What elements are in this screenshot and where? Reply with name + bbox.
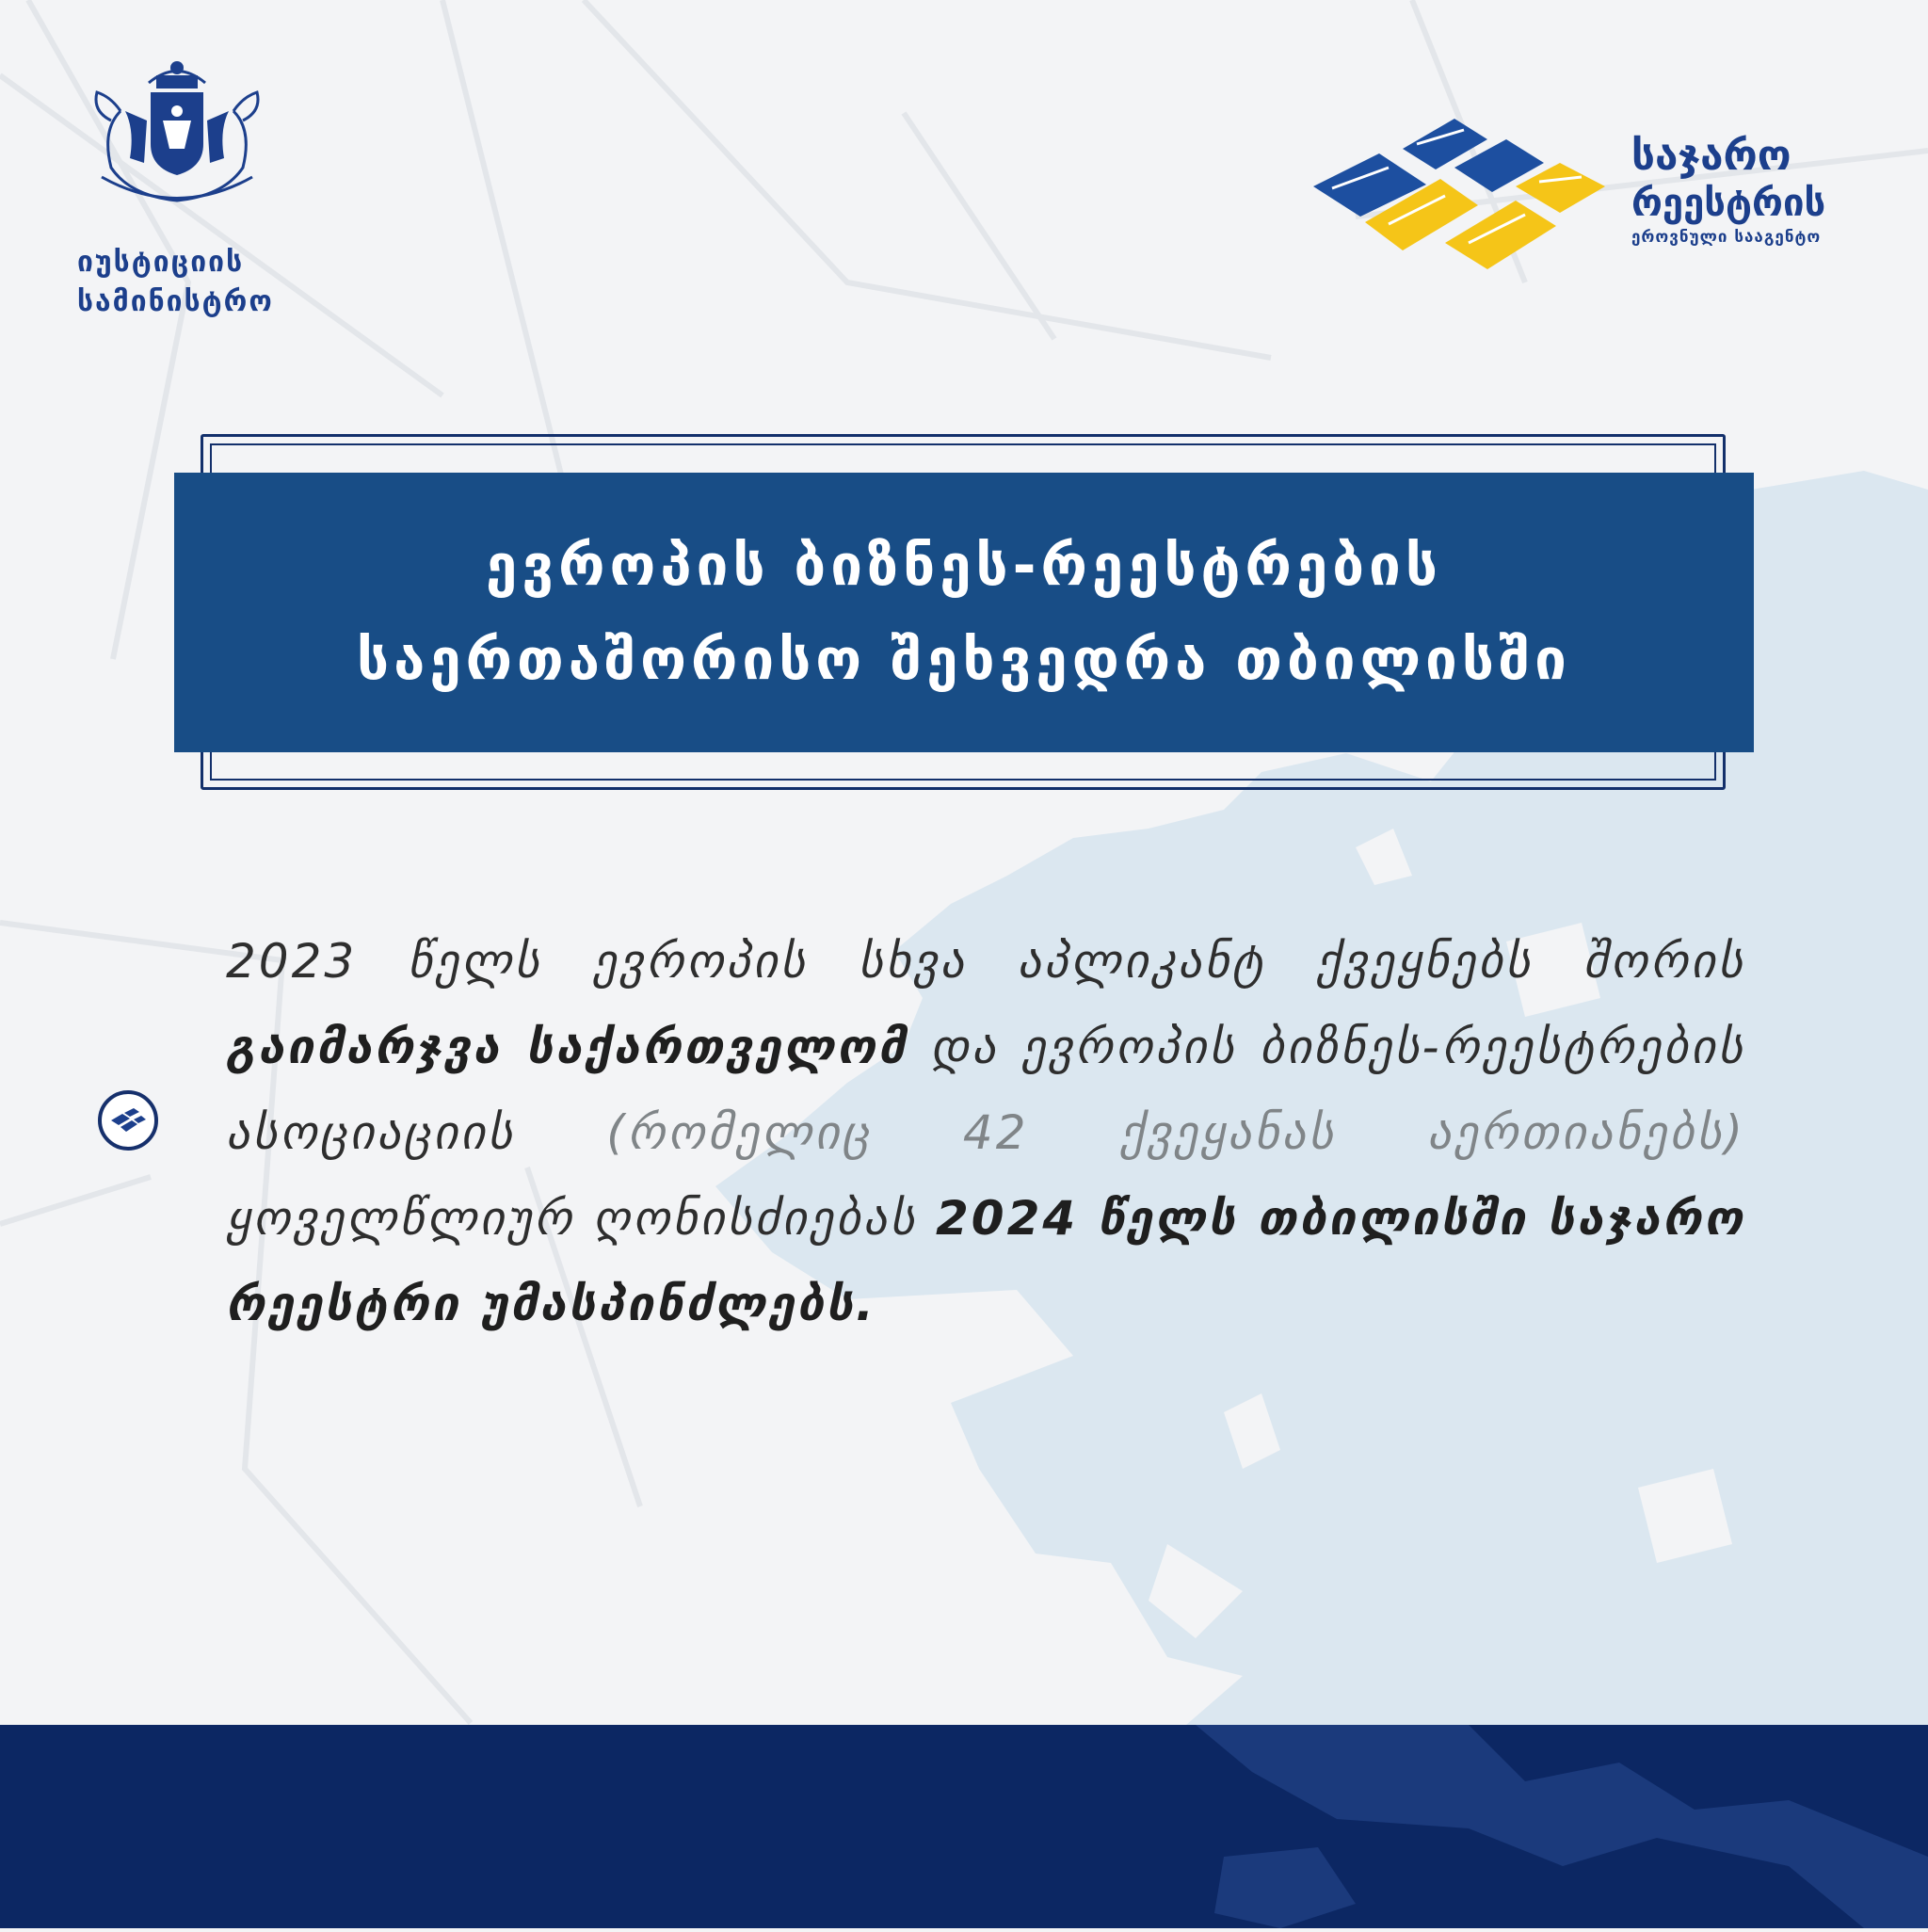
- ministry-name-line1: იუსტიციის: [77, 246, 245, 279]
- registry-logo-text: [1631, 132, 1825, 249]
- body-segment-5: ყოველწლიურ ღონისძიებას: [226, 1191, 936, 1246]
- body-segment-1: 2023 წელს ევროპის სხვა აპლიკანტ ქვეყნებს შორის: [226, 934, 1745, 989]
- footer-band: [0, 1725, 1928, 1928]
- registry-bullet-icon: [98, 1090, 158, 1151]
- land-parcels-icon: [1313, 111, 1615, 281]
- footer-map-shapes: [0, 1725, 1928, 1928]
- body-segment-4: (რომელიც 42 ქვეყანას აერთიანებს): [606, 1105, 1745, 1160]
- coat-of-arms-icon: [83, 55, 271, 215]
- banner-title-line1: ევროპის ბიზნეს-რეესტრების: [486, 532, 1442, 599]
- body-paragraph: [226, 919, 1745, 1347]
- banner-title-line2: საერთაშორისო შეხვედრა თბილისში: [357, 626, 1571, 693]
- ministry-logo: [77, 55, 360, 322]
- ministry-name-line2: სამინისტრო: [77, 285, 274, 318]
- title-banner: [174, 473, 1754, 752]
- registry-name-line2: რეესტრის: [1631, 182, 1826, 225]
- body-segment-3: და ევროპის ბიზნეს-რეესტრების ასოციაციის: [226, 1020, 1745, 1160]
- registry-name-line3: ეროვნული სააგენტო: [1631, 228, 1822, 247]
- registry-name-line1: საჯარო: [1631, 132, 1791, 180]
- body-segment-6: 2024 წელს თბილისში საჯარო რეესტრი უმასპინძლებს.: [226, 1191, 1745, 1331]
- body-segment-2: გაიმარჯვა საქართველომ: [226, 1020, 908, 1074]
